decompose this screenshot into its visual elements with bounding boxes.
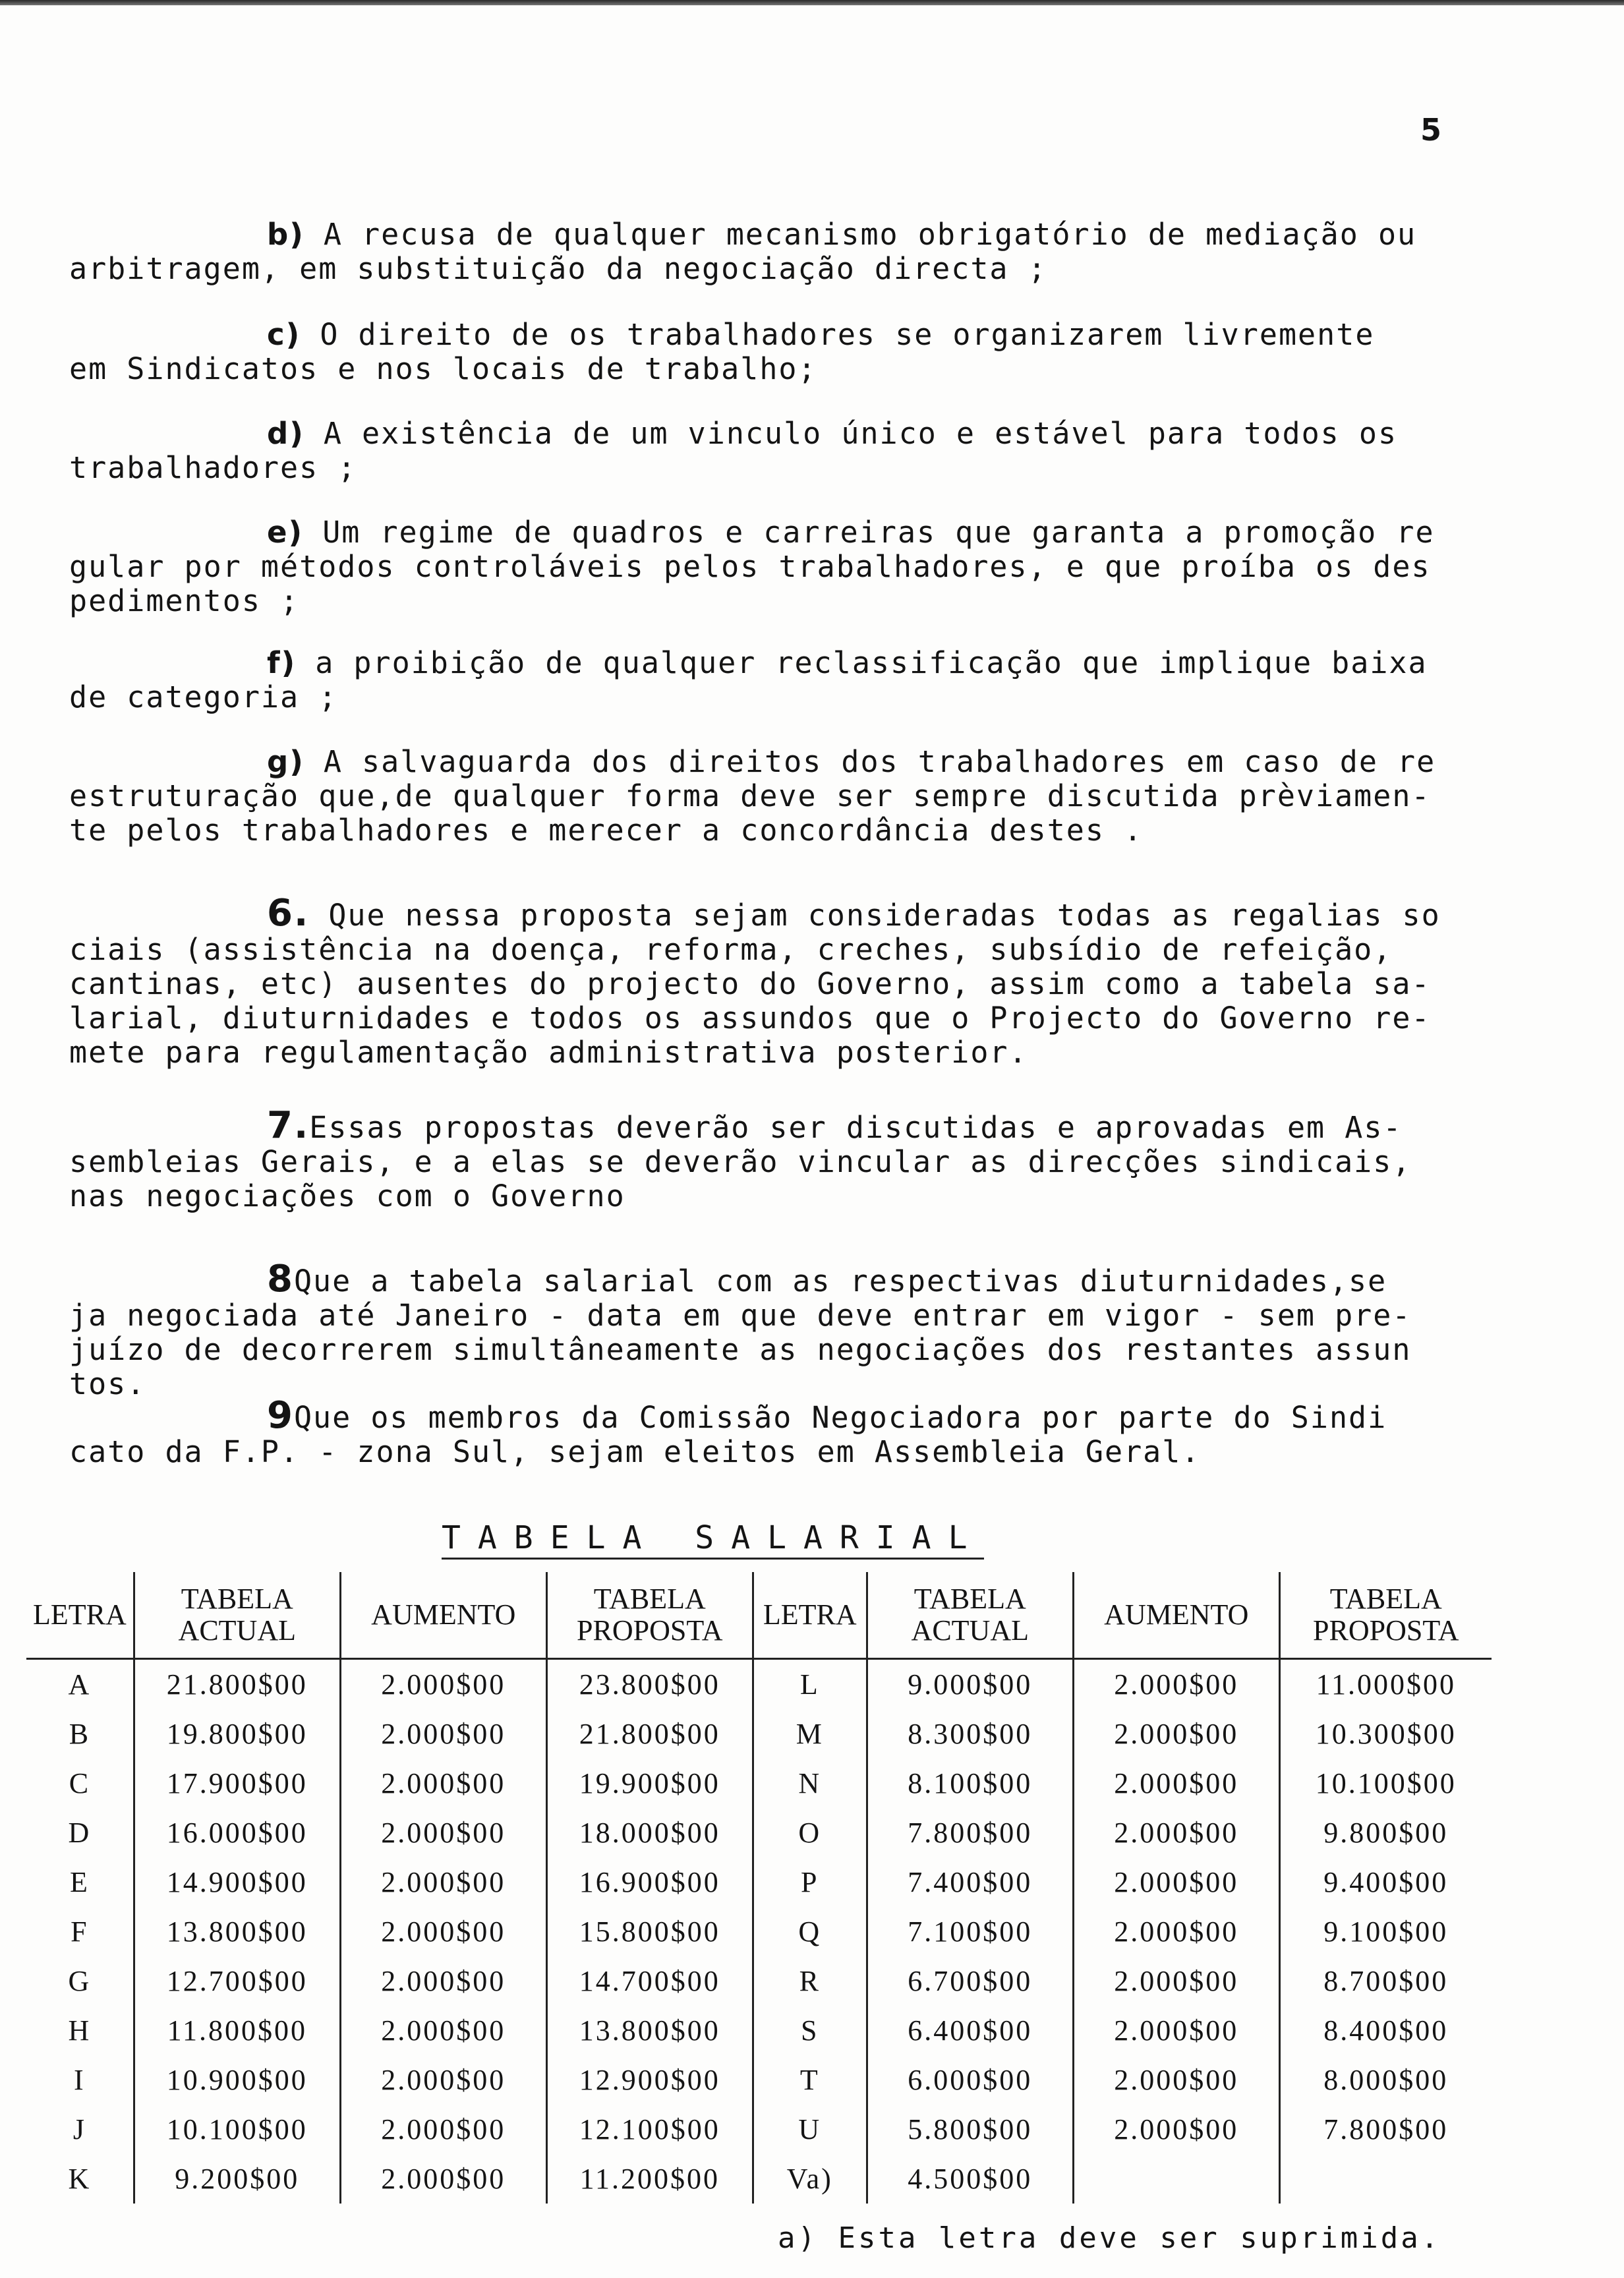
table-cell: 16.900$00	[546, 1857, 753, 1907]
paragraph-7	[69, 1104, 1453, 1213]
table-cell: 4.500$00	[867, 2154, 1073, 2204]
table-cell: 6.000$00	[867, 2055, 1073, 2105]
table-cell: J	[72, 2113, 86, 2146]
table-cell: 8.300$00	[867, 1709, 1073, 1759]
table-cell: R	[753, 1956, 867, 2006]
table-cell: M	[753, 1709, 867, 1759]
table-cell: Q	[753, 1907, 867, 1956]
column-header: LETRA	[753, 1572, 867, 1659]
paragraph-line: ciais (assistência na doença, reforma, creches, subsídio de refeição,	[69, 932, 1393, 967]
table-cell	[1279, 2154, 1492, 2204]
table-cell: L	[753, 1659, 867, 1710]
paragraph-line: ja negociada até Janeiro - data em que deve entrar em vigor - sem pre-	[69, 1298, 1412, 1333]
table-cell: 8.000$00	[1279, 2055, 1492, 2105]
column-header: TABELA ACTUAL	[867, 1572, 1073, 1659]
table-cell: 2.000$00	[1073, 2006, 1279, 2055]
table-cell: 14.900$00	[134, 1857, 340, 1907]
table-cell: 9.100$00	[1279, 1907, 1492, 1956]
table-cell: 8.400$00	[1279, 2006, 1492, 2055]
table-cell: 23.800$00	[546, 1659, 753, 1710]
table-cell: 2.000$00	[340, 1709, 546, 1759]
table-header-row	[26, 1572, 1492, 1659]
paragraph-line: Que os membros da Comissão Negociadora por parte do Sindi	[293, 1400, 1387, 1435]
paragraph-line: Que nessa proposta sejam consideradas todas as regalias so	[328, 898, 1441, 933]
table-cell: 7.400$00	[867, 1857, 1073, 1907]
table-cell: T	[753, 2055, 867, 2105]
table-cell: 2.000$00	[340, 1907, 546, 1956]
paragraph-b	[69, 218, 1453, 286]
table-cell: F	[71, 1915, 89, 1948]
table-cell: 10.100$00	[1279, 1759, 1492, 1808]
table-cell: 21.800$00	[134, 1659, 340, 1710]
table-cell: 13.800$00	[134, 1907, 340, 1956]
table-cell: 18.000$00	[546, 1808, 753, 1857]
salary-table	[26, 1572, 1492, 2204]
table-cell: 8.100$00	[867, 1759, 1073, 1808]
table-cell: 2.000$00	[1073, 1907, 1279, 1956]
table-cell: K	[68, 2163, 92, 2195]
paragraph-line: A recusa de qualquer mecanismo obrigatório de mediação ou	[323, 217, 1417, 252]
table-cell: 12.900$00	[546, 2055, 753, 2105]
table-cell: G	[68, 1965, 92, 1997]
table-cell: S	[753, 2006, 867, 2055]
table-cell: 2.000$00	[340, 1956, 546, 2006]
table-cell: 16.000$00	[134, 1808, 340, 1857]
table-cell: 9.400$00	[1279, 1857, 1492, 1907]
table-cell: 10.300$00	[1279, 1709, 1492, 1759]
paragraph-line: Que a tabela salarial com as respectivas diuturnidades,se	[293, 1264, 1387, 1299]
table-cell: 2.000$00	[340, 1759, 546, 1808]
table-cell: 21.800$00	[546, 1709, 753, 1759]
table-row	[26, 1709, 1492, 1759]
paragraph-line: sembleias Gerais, e a elas se deverão vincular as direcções sindicais,	[69, 1144, 1412, 1179]
item-marker: 8	[267, 1258, 294, 1300]
paragraph-e	[69, 515, 1453, 618]
paragraph-line: trabalhadores ;	[69, 450, 357, 485]
table-cell: 2.000$00	[340, 2006, 546, 2055]
table-cell: 2.000$00	[340, 2105, 546, 2154]
item-marker: f)	[267, 645, 297, 680]
table-cell: 7.800$00	[867, 1808, 1073, 1857]
table-cell: C	[69, 1767, 91, 1799]
table-cell: 19.900$00	[546, 1759, 753, 1808]
table-cell: 13.800$00	[546, 2006, 753, 2055]
paragraph-line: mete para regulamentação administrativa posterior.	[69, 1035, 1028, 1070]
column-header: AUMENTO	[340, 1572, 546, 1659]
table-cell: E	[69, 1866, 90, 1898]
table-cell: 2.000$00	[340, 1857, 546, 1907]
table-cell: U	[753, 2105, 867, 2154]
paragraph-line: pedimentos ;	[69, 583, 300, 618]
item-marker: d)	[267, 416, 304, 451]
table-cell: 8.700$00	[1279, 1956, 1492, 2006]
paragraph-line: arbitragem, em substituição da negociação directa ;	[69, 251, 1047, 286]
table-cell: 11.200$00	[546, 2154, 753, 2204]
table-cell: 7.100$00	[867, 1907, 1073, 1956]
table-row	[26, 1759, 1492, 1808]
paragraph-line: juízo de decorrerem simultâneamente as negociações dos restantes assun	[69, 1332, 1412, 1367]
table-cell: 2.000$00	[340, 2154, 546, 2204]
table-row	[26, 1857, 1492, 1907]
table-row	[26, 2105, 1492, 2154]
paragraph-line: a proibição de qualquer reclassificação que implique baixa	[315, 645, 1428, 680]
paragraph-f	[69, 646, 1453, 715]
paragraph-d	[69, 417, 1453, 485]
table-row	[26, 1907, 1492, 1956]
table-cell: 15.800$00	[546, 1907, 753, 1956]
paragraph-line: de categoria ;	[69, 680, 338, 715]
table-cell: 5.800$00	[867, 2105, 1073, 2154]
table-cell: 9.800$00	[1279, 1808, 1492, 1857]
paragraph-g	[69, 745, 1453, 848]
table-title: TABELA SALARIAL	[442, 1519, 984, 1560]
table-cell: 2.000$00	[1073, 1659, 1279, 1710]
column-header: TABELA ACTUAL	[134, 1572, 340, 1659]
table-cell: 2.000$00	[1073, 2055, 1279, 2105]
paragraph-line: larial, diuturnidades e todos os assundos que o Projecto do Governo re-	[69, 1001, 1431, 1036]
table-footnote: a) Esta letra deve ser suprimida.	[778, 2221, 1441, 2255]
table-cell: P	[753, 1857, 867, 1907]
item-marker: b)	[267, 217, 304, 252]
item-marker: e)	[267, 515, 304, 550]
table-cell: B	[69, 1718, 91, 1750]
table-cell: 6.400$00	[867, 2006, 1073, 2055]
table-row	[26, 2154, 1492, 2204]
table-cell: 14.700$00	[546, 1956, 753, 2006]
table-cell: 17.900$00	[134, 1759, 340, 1808]
table-cell: 2.000$00	[1073, 1759, 1279, 1808]
paragraph-9	[69, 1394, 1453, 1469]
column-header: LETRA	[26, 1572, 134, 1659]
table-cell: N	[753, 1759, 867, 1808]
paragraph-line: estruturação que,de qualquer forma deve ser sempre discutida prèviamen-	[69, 778, 1431, 813]
item-marker: 9	[267, 1394, 294, 1437]
page-number: 5	[1420, 112, 1442, 148]
paragraph-line: em Sindicatos e nos locais de trabalho;	[69, 351, 817, 386]
table-row	[26, 1808, 1492, 1857]
paragraph-line: cantinas, etc) ausentes do projecto do Governo, assim como a tabela sa-	[69, 966, 1431, 1001]
table-cell: 2.000$00	[1073, 1709, 1279, 1759]
table-row	[26, 1659, 1492, 1710]
paragraph-line: Essas propostas deverão ser discutidas e aprovadas em As-	[309, 1110, 1403, 1145]
table-cell: 2.000$00	[1073, 2105, 1279, 2154]
table-row	[26, 2055, 1492, 2105]
item-marker: c)	[267, 317, 301, 352]
paragraph-c	[69, 318, 1453, 386]
table-cell: 2.000$00	[340, 1659, 546, 1710]
column-header: TABELA PROPOSTA	[546, 1572, 753, 1659]
table-cell: I	[74, 2064, 86, 2096]
item-marker: g)	[267, 744, 304, 779]
table-cell: 2.000$00	[1073, 1857, 1279, 1907]
item-marker: 6.	[267, 892, 310, 935]
table-cell: D	[68, 1817, 92, 1849]
table-cell: A	[68, 1668, 92, 1701]
table-cell: Va)	[753, 2154, 867, 2204]
table-cell: 2.000$00	[340, 1808, 546, 1857]
paragraph-6	[69, 892, 1453, 1070]
paragraph-line: nas negociações com o Governo	[69, 1179, 625, 1213]
column-header: TABELA PROPOSTA	[1279, 1572, 1492, 1659]
paragraph-line: A existência de um vinculo único e estável para todos os	[323, 416, 1398, 451]
table-cell: 12.100$00	[546, 2105, 753, 2154]
table-cell: 10.900$00	[134, 2055, 340, 2105]
table-cell: 2.000$00	[340, 2055, 546, 2105]
item-marker: 7.	[267, 1104, 310, 1147]
table-cell: 12.700$00	[134, 1956, 340, 2006]
column-header: AUMENTO	[1073, 1572, 1279, 1659]
table-cell	[1073, 2154, 1279, 2204]
table-cell: O	[753, 1808, 867, 1857]
table-cell: 2.000$00	[1073, 1956, 1279, 2006]
paragraph-line: cato da F.P. - zona Sul, sejam eleitos em Assembleia Geral.	[69, 1434, 1201, 1469]
table-row	[26, 1956, 1492, 2006]
paragraph-8	[69, 1258, 1453, 1401]
paragraph-line: tos.	[69, 1366, 146, 1401]
paragraph-line: O direito de os trabalhadores se organizarem livremente	[320, 317, 1375, 352]
table-row	[26, 2006, 1492, 2055]
table-cell: 6.700$00	[867, 1956, 1073, 2006]
paragraph-line: gular por métodos controláveis pelos trabalhadores, e que proíba os des	[69, 549, 1431, 584]
table-cell: 11.000$00	[1279, 1659, 1492, 1710]
table-cell: 11.800$00	[134, 2006, 340, 2055]
paragraph-line: Um regime de quadros e carreiras que garanta a promoção re	[322, 515, 1435, 550]
table-cell: 7.800$00	[1279, 2105, 1492, 2154]
paragraph-line: A salvaguarda dos direitos dos trabalhadores em caso de re	[323, 744, 1436, 779]
table-cell: H	[68, 2014, 92, 2047]
table-cell: 19.800$00	[134, 1709, 340, 1759]
table-cell: 9.200$00	[134, 2154, 340, 2204]
table-cell: 2.000$00	[1073, 1808, 1279, 1857]
scan-top-edge	[0, 0, 1624, 5]
paragraph-line: te pelos trabalhadores e merecer a concordância destes .	[69, 813, 1144, 848]
table-cell: 9.000$00	[867, 1659, 1073, 1710]
table-cell: 10.100$00	[134, 2105, 340, 2154]
